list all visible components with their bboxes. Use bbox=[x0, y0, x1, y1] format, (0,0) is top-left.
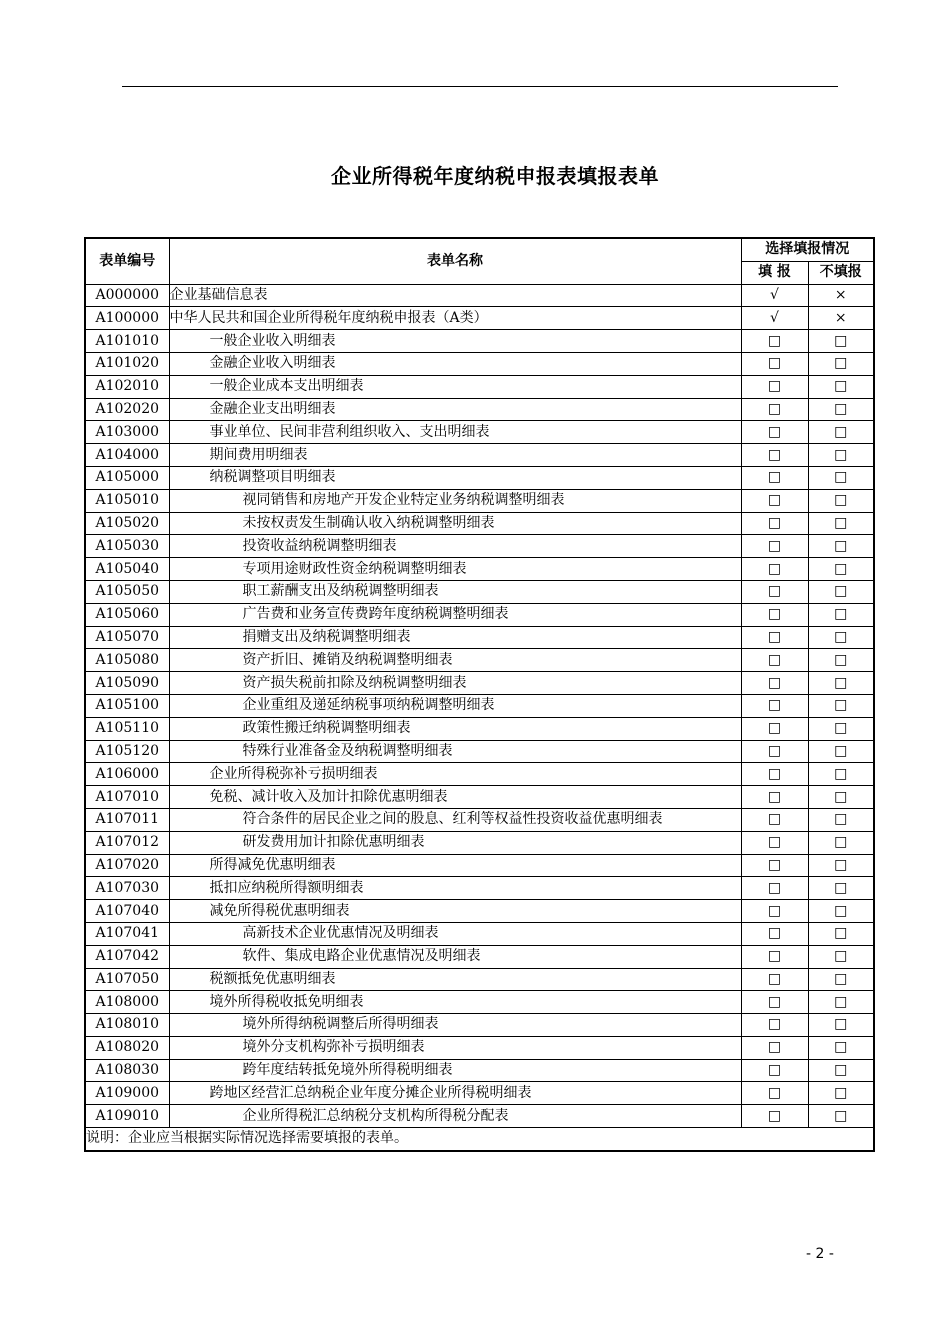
form-name: 跨年度结转抵免境外所得税明细表 bbox=[169, 1059, 741, 1082]
table-row bbox=[85, 1059, 874, 1082]
no-fill-checkbox[interactable]: □ bbox=[808, 1105, 874, 1128]
form-code: A107011 bbox=[85, 808, 169, 831]
form-name: 事业单位、民间非营利组织收入、支出明细表 bbox=[169, 421, 741, 444]
fill-checkbox[interactable]: √ bbox=[741, 307, 808, 330]
table-row bbox=[85, 694, 874, 717]
table-row bbox=[85, 808, 874, 831]
table-row bbox=[85, 330, 874, 353]
form-code: A105050 bbox=[85, 580, 169, 603]
table-row bbox=[85, 1036, 874, 1059]
table-row bbox=[85, 375, 874, 398]
no-fill-checkbox[interactable]: □ bbox=[808, 444, 874, 467]
fill-checkbox[interactable]: □ bbox=[741, 991, 808, 1014]
form-code: A105040 bbox=[85, 558, 169, 581]
form-code: A105080 bbox=[85, 649, 169, 672]
form-code: A107042 bbox=[85, 945, 169, 968]
table-row bbox=[85, 763, 874, 786]
form-code: A000000 bbox=[85, 284, 169, 307]
no-fill-checkbox[interactable]: □ bbox=[808, 489, 874, 512]
form-code: A108000 bbox=[85, 991, 169, 1014]
table-row bbox=[85, 284, 874, 307]
table-row bbox=[85, 786, 874, 809]
no-fill-checkbox[interactable]: □ bbox=[808, 352, 874, 375]
table-row bbox=[85, 1014, 874, 1037]
form-name: 中华人民共和国企业所得税年度纳税申报表（A类） bbox=[169, 307, 741, 330]
form-code: A107012 bbox=[85, 831, 169, 854]
table-row bbox=[85, 831, 874, 854]
table-row bbox=[85, 968, 874, 991]
no-fill-checkbox[interactable]: □ bbox=[808, 717, 874, 740]
form-name: 抵扣应纳税所得额明细表 bbox=[169, 877, 741, 900]
form-code: A105060 bbox=[85, 603, 169, 626]
no-fill-checkbox[interactable]: □ bbox=[808, 877, 874, 900]
table-row bbox=[85, 922, 874, 945]
no-fill-checkbox[interactable]: □ bbox=[808, 945, 874, 968]
form-code: A105120 bbox=[85, 740, 169, 763]
no-fill-checkbox[interactable]: × bbox=[808, 284, 874, 307]
header-no-fill: 不填报 bbox=[808, 261, 874, 284]
form-name: 企业所得税汇总纳税分支机构所得税分配表 bbox=[169, 1105, 741, 1128]
table-row bbox=[85, 649, 874, 672]
header-fill: 填 报 bbox=[741, 261, 808, 284]
no-fill-checkbox[interactable]: □ bbox=[808, 808, 874, 831]
form-name: 企业基础信息表 bbox=[169, 284, 741, 307]
table-row bbox=[85, 558, 874, 581]
no-fill-checkbox[interactable]: □ bbox=[808, 1036, 874, 1059]
form-selection-table bbox=[84, 237, 875, 1152]
form-code: A109010 bbox=[85, 1105, 169, 1128]
fill-checkbox[interactable]: □ bbox=[741, 1105, 808, 1128]
form-name: 未按权责发生制确认收入纳税调整明细表 bbox=[169, 512, 741, 535]
fill-checkbox[interactable]: □ bbox=[741, 922, 808, 945]
fill-checkbox[interactable]: □ bbox=[741, 375, 808, 398]
no-fill-checkbox[interactable]: □ bbox=[808, 854, 874, 877]
fill-checkbox[interactable]: □ bbox=[741, 398, 808, 421]
table-row bbox=[85, 854, 874, 877]
form-code: A107040 bbox=[85, 900, 169, 923]
form-name: 免税、减计收入及加计扣除优惠明细表 bbox=[169, 786, 741, 809]
table-row bbox=[85, 740, 874, 763]
fill-checkbox[interactable]: □ bbox=[741, 489, 808, 512]
fill-checkbox[interactable]: □ bbox=[741, 1014, 808, 1037]
fill-checkbox[interactable]: □ bbox=[741, 580, 808, 603]
header-choice: 选择填报情况 bbox=[741, 238, 874, 261]
form-name: 金融企业收入明细表 bbox=[169, 352, 741, 375]
table-row bbox=[85, 877, 874, 900]
form-code: A107041 bbox=[85, 922, 169, 945]
no-fill-checkbox[interactable]: □ bbox=[808, 535, 874, 558]
form-name: 境外分支机构弥补亏损明细表 bbox=[169, 1036, 741, 1059]
header-form-name: 表单名称 bbox=[169, 238, 741, 284]
table-row bbox=[85, 444, 874, 467]
fill-checkbox[interactable]: □ bbox=[741, 740, 808, 763]
form-name: 资产损失税前扣除及纳税调整明细表 bbox=[169, 672, 741, 695]
table-row bbox=[85, 307, 874, 330]
fill-checkbox[interactable]: □ bbox=[741, 877, 808, 900]
fill-checkbox[interactable]: □ bbox=[741, 603, 808, 626]
form-name: 研发费用加计扣除优惠明细表 bbox=[169, 831, 741, 854]
fill-checkbox[interactable]: □ bbox=[741, 694, 808, 717]
fill-checkbox[interactable]: □ bbox=[741, 649, 808, 672]
fill-checkbox[interactable]: □ bbox=[741, 854, 808, 877]
no-fill-checkbox[interactable]: × bbox=[808, 307, 874, 330]
form-name: 一般企业收入明细表 bbox=[169, 330, 741, 353]
no-fill-checkbox[interactable]: □ bbox=[808, 786, 874, 809]
form-code: A105030 bbox=[85, 535, 169, 558]
fill-checkbox[interactable]: □ bbox=[741, 968, 808, 991]
form-code: A108020 bbox=[85, 1036, 169, 1059]
no-fill-checkbox[interactable]: □ bbox=[808, 763, 874, 786]
form-name: 企业重组及递延纳税事项纳税调整明细表 bbox=[169, 694, 741, 717]
table-row bbox=[85, 991, 874, 1014]
no-fill-checkbox[interactable]: □ bbox=[808, 1082, 874, 1105]
form-name: 资产折旧、摊销及纳税调整明细表 bbox=[169, 649, 741, 672]
table-note: 说明：企业应当根据实际情况选择需要填报的表单。 bbox=[85, 1128, 874, 1151]
fill-checkbox[interactable]: □ bbox=[741, 831, 808, 854]
form-code: A105020 bbox=[85, 512, 169, 535]
table-row bbox=[85, 900, 874, 923]
no-fill-checkbox[interactable]: □ bbox=[808, 512, 874, 535]
form-code: A104000 bbox=[85, 444, 169, 467]
no-fill-checkbox[interactable]: □ bbox=[808, 375, 874, 398]
form-rows bbox=[85, 284, 874, 1127]
table-row bbox=[85, 626, 874, 649]
table-row bbox=[85, 717, 874, 740]
form-code: A105010 bbox=[85, 489, 169, 512]
no-fill-checkbox[interactable]: □ bbox=[808, 580, 874, 603]
header-form-code: 表单编号 bbox=[85, 238, 169, 284]
form-name: 软件、集成电路企业优惠情况及明细表 bbox=[169, 945, 741, 968]
fill-checkbox[interactable]: □ bbox=[741, 444, 808, 467]
form-name: 跨地区经营汇总纳税企业年度分摊企业所得税明细表 bbox=[169, 1082, 741, 1105]
form-code: A105090 bbox=[85, 672, 169, 695]
form-code: A105110 bbox=[85, 717, 169, 740]
form-code: A107010 bbox=[85, 786, 169, 809]
form-code: A105000 bbox=[85, 466, 169, 489]
table-row bbox=[85, 512, 874, 535]
fill-checkbox[interactable]: □ bbox=[741, 626, 808, 649]
form-name: 职工薪酬支出及纳税调整明细表 bbox=[169, 580, 741, 603]
no-fill-checkbox[interactable]: □ bbox=[808, 330, 874, 353]
table-row bbox=[85, 352, 874, 375]
table-row bbox=[85, 603, 874, 626]
form-code: A105100 bbox=[85, 694, 169, 717]
form-name: 捐赠支出及纳税调整明细表 bbox=[169, 626, 741, 649]
form-name: 所得减免优惠明细表 bbox=[169, 854, 741, 877]
table-row bbox=[85, 489, 874, 512]
form-name: 投资收益纳税调整明细表 bbox=[169, 535, 741, 558]
fill-checkbox[interactable]: □ bbox=[741, 330, 808, 353]
form-name: 高新技术企业优惠情况及明细表 bbox=[169, 922, 741, 945]
form-code: A103000 bbox=[85, 421, 169, 444]
table-row bbox=[85, 421, 874, 444]
form-code: A108030 bbox=[85, 1059, 169, 1082]
table-row bbox=[85, 945, 874, 968]
no-fill-checkbox[interactable]: □ bbox=[808, 900, 874, 923]
form-name: 税额抵免优惠明细表 bbox=[169, 968, 741, 991]
form-name: 期间费用明细表 bbox=[169, 444, 741, 467]
no-fill-checkbox[interactable]: □ bbox=[808, 1014, 874, 1037]
form-name: 境外所得税收抵免明细表 bbox=[169, 991, 741, 1014]
form-name: 纳税调整项目明细表 bbox=[169, 466, 741, 489]
fill-checkbox[interactable]: □ bbox=[741, 352, 808, 375]
fill-checkbox[interactable]: □ bbox=[741, 763, 808, 786]
fill-checkbox[interactable]: □ bbox=[741, 808, 808, 831]
fill-checkbox[interactable]: □ bbox=[741, 535, 808, 558]
no-fill-checkbox[interactable]: □ bbox=[808, 421, 874, 444]
fill-checkbox[interactable]: □ bbox=[741, 558, 808, 581]
fill-checkbox[interactable]: □ bbox=[741, 421, 808, 444]
form-code: A100000 bbox=[85, 307, 169, 330]
form-code: A106000 bbox=[85, 763, 169, 786]
form-name: 专项用途财政性资金纳税调整明细表 bbox=[169, 558, 741, 581]
page-number: - 2 - bbox=[806, 1246, 834, 1262]
table-row bbox=[85, 466, 874, 489]
form-code: A102020 bbox=[85, 398, 169, 421]
no-fill-checkbox[interactable]: □ bbox=[808, 603, 874, 626]
form-code: A108010 bbox=[85, 1014, 169, 1037]
fill-checkbox[interactable]: □ bbox=[741, 900, 808, 923]
table-row bbox=[85, 580, 874, 603]
form-code: A107030 bbox=[85, 877, 169, 900]
form-code: A101010 bbox=[85, 330, 169, 353]
form-name: 广告费和业务宣传费跨年度纳税调整明细表 bbox=[169, 603, 741, 626]
form-name: 企业所得税弥补亏损明细表 bbox=[169, 763, 741, 786]
form-code: A102010 bbox=[85, 375, 169, 398]
fill-checkbox[interactable]: □ bbox=[741, 512, 808, 535]
header-rule bbox=[122, 86, 838, 87]
fill-checkbox[interactable]: □ bbox=[741, 786, 808, 809]
no-fill-checkbox[interactable]: □ bbox=[808, 558, 874, 581]
form-code: A105070 bbox=[85, 626, 169, 649]
form-code: A107050 bbox=[85, 968, 169, 991]
fill-checkbox[interactable]: □ bbox=[741, 466, 808, 489]
table-row bbox=[85, 398, 874, 421]
fill-checkbox[interactable]: □ bbox=[741, 672, 808, 695]
fill-checkbox[interactable]: □ bbox=[741, 1036, 808, 1059]
no-fill-checkbox[interactable]: □ bbox=[808, 398, 874, 421]
no-fill-checkbox[interactable]: □ bbox=[808, 922, 874, 945]
form-name: 金融企业支出明细表 bbox=[169, 398, 741, 421]
form-name: 减免所得税优惠明细表 bbox=[169, 900, 741, 923]
form-name: 一般企业成本支出明细表 bbox=[169, 375, 741, 398]
table-row bbox=[85, 1105, 874, 1128]
form-code: A109000 bbox=[85, 1082, 169, 1105]
form-name: 政策性搬迁纳税调整明细表 bbox=[169, 717, 741, 740]
no-fill-checkbox[interactable]: □ bbox=[808, 968, 874, 991]
no-fill-checkbox[interactable]: □ bbox=[808, 649, 874, 672]
form-name: 境外所得纳税调整后所得明细表 bbox=[169, 1014, 741, 1037]
no-fill-checkbox[interactable]: □ bbox=[808, 466, 874, 489]
fill-checkbox[interactable]: □ bbox=[741, 1082, 808, 1105]
no-fill-checkbox[interactable]: □ bbox=[808, 991, 874, 1014]
no-fill-checkbox[interactable]: □ bbox=[808, 672, 874, 695]
form-name: 特殊行业准备金及纳税调整明细表 bbox=[169, 740, 741, 763]
fill-checkbox[interactable]: □ bbox=[741, 717, 808, 740]
table-row bbox=[85, 535, 874, 558]
table-row bbox=[85, 672, 874, 695]
no-fill-checkbox[interactable]: □ bbox=[808, 694, 874, 717]
form-name: 视同销售和房地产开发企业特定业务纳税调整明细表 bbox=[169, 489, 741, 512]
no-fill-checkbox[interactable]: □ bbox=[808, 831, 874, 854]
no-fill-checkbox[interactable]: □ bbox=[808, 626, 874, 649]
fill-checkbox[interactable]: □ bbox=[741, 1059, 808, 1082]
fill-checkbox[interactable]: √ bbox=[741, 284, 808, 307]
no-fill-checkbox[interactable]: □ bbox=[808, 1059, 874, 1082]
form-code: A101020 bbox=[85, 352, 169, 375]
table-row bbox=[85, 1082, 874, 1105]
fill-checkbox[interactable]: □ bbox=[741, 945, 808, 968]
no-fill-checkbox[interactable]: □ bbox=[808, 740, 874, 763]
form-code: A107020 bbox=[85, 854, 169, 877]
form-name: 符合条件的居民企业之间的股息、红利等权益性投资收益优惠明细表 bbox=[169, 808, 741, 831]
document-title: 企业所得税年度纳税申报表填报表单 bbox=[331, 164, 659, 188]
